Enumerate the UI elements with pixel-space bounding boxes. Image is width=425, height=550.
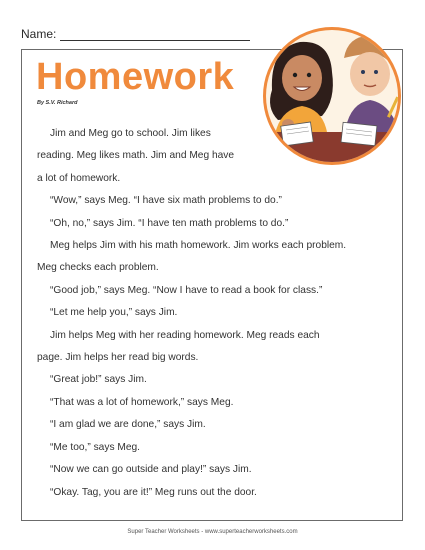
story-line: page. Jim helps her read big words. — [37, 352, 199, 364]
story-line: Meg checks each problem. — [37, 262, 159, 274]
story-line: a lot of homework. — [37, 172, 121, 184]
name-field — [21, 27, 250, 41]
page-footer: Super Teacher Worksheets - www.superteacherworksheets.com — [127, 529, 298, 535]
story-line: “Now we can go outside and play!” says Jim. — [50, 464, 252, 476]
story-line: “Me too,” says Meg. — [50, 441, 141, 453]
story-line: “Oh, no,” says Jim. “I have ten math problems to do.” — [50, 217, 289, 229]
story-line: “Great job!” says Jim. — [50, 374, 147, 386]
story-line: reading. Meg likes math. Jim and Meg have — [37, 150, 235, 162]
author-byline: By S.V. Richard — [37, 100, 78, 106]
story-line: Jim and Meg go to school. Jim likes — [50, 128, 211, 139]
name-label: Name: — [21, 27, 57, 41]
worksheet-title: Homework — [36, 56, 235, 98]
story-line: Meg helps Jim with his math homework. Jim works each problem. — [50, 240, 347, 252]
story-line: “Okay. Tag, you are it!” Meg runs out the door. — [50, 486, 257, 498]
story-line: “Let me help you,” says Jim. — [50, 307, 178, 319]
story-line: Jim helps Meg with her reading homework. Meg reads each — [50, 329, 320, 341]
story-line: “Good job,” says Meg. “Now I have to read a book for class.” — [50, 284, 323, 296]
story-line: “I am glad we are done,” says Jim. — [50, 419, 206, 431]
story-line: “That was a lot of homework,” says Meg. — [50, 396, 234, 408]
name-blank-line — [60, 29, 250, 41]
story-text — [37, 123, 387, 504]
story-line: “Wow,” says Meg. “I have six math problems to do.” — [50, 195, 282, 207]
